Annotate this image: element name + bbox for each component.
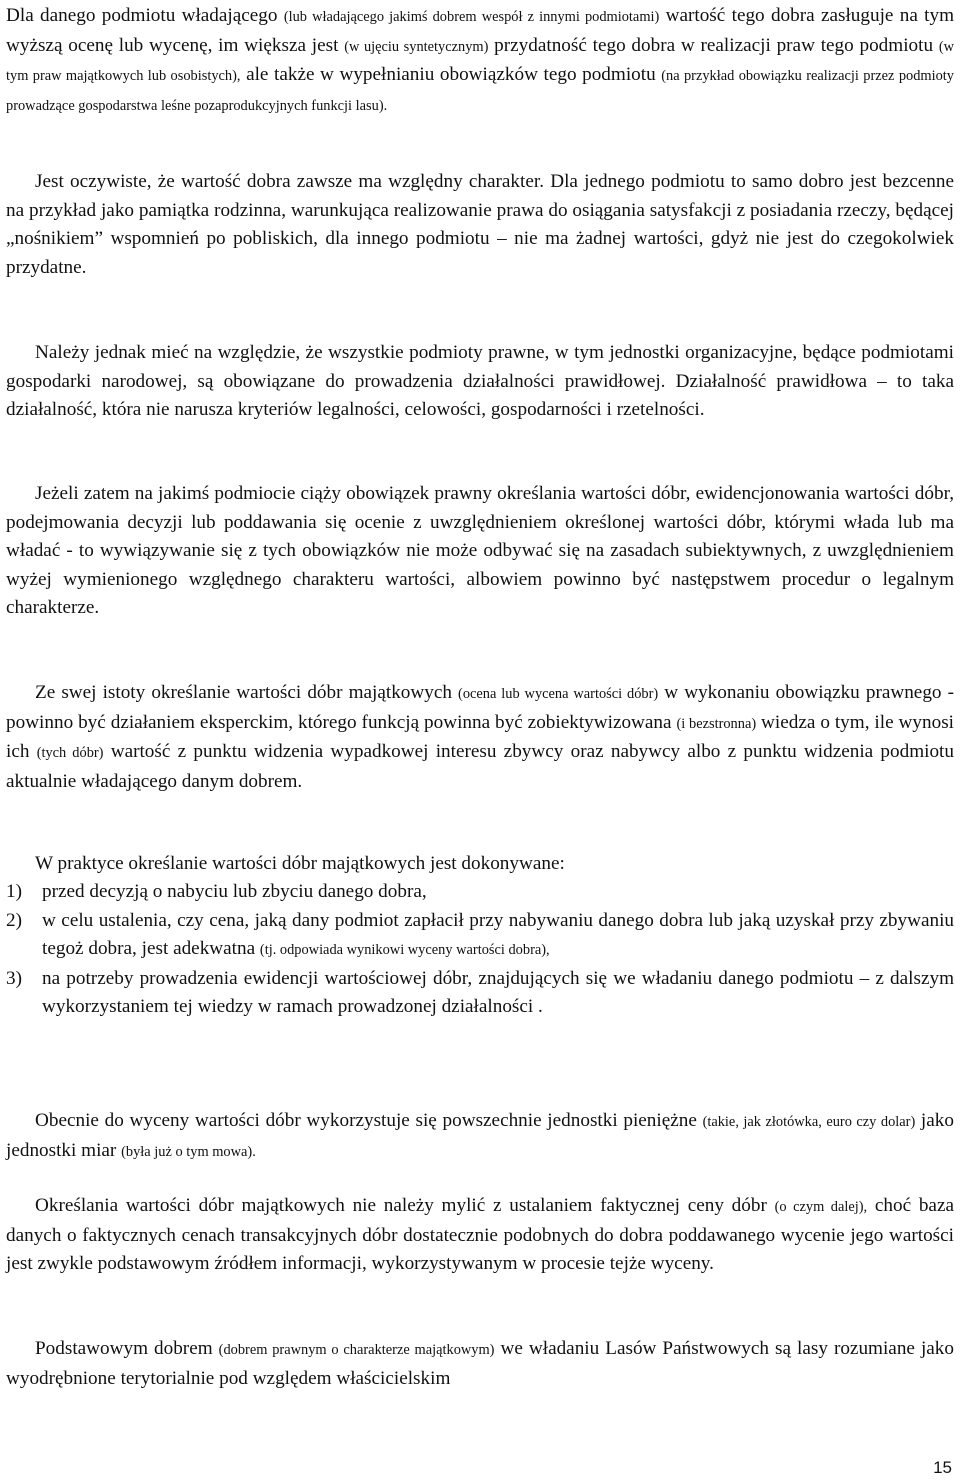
paragraph-8: [6, 1192, 954, 1279]
list-number: 3): [6, 967, 22, 989]
parenthetical-text: (lub władającego jakimś dobrem wespół z innymi podmiotami): [283, 9, 660, 25]
body-text: W praktyce określanie wartości dóbr majątkowych jest dokonywane:: [35, 853, 565, 874]
body-text: na potrzeby prowadzenia ewidencji wartościowej dóbr, znajdujących się we władaniu danego podmiotu – z dalszym wykorzystaniem tej wiedzy w ramach prowadzonej działalności .: [42, 967, 954, 1018]
list-item-text: [42, 878, 954, 907]
body-text: we władaniu Lasów Państwowych są lasy rozumiane jako wyodrębnione terytorialnie pod względem właścicielskim: [6, 1338, 954, 1389]
list-item: [6, 907, 954, 965]
page-number: 15: [933, 1458, 952, 1477]
body-text: w celu ustalenia, czy cena, jaką dany podmiot zapłacił przy nabywaniu danego dobra lub jaką uzyskał przy zbywaniu tegoż dobra, jest adekwatna: [42, 909, 954, 960]
body-text: wiedza o tym, ile wynosi ich: [6, 711, 954, 763]
body-text: Jest oczywiste, że wartość dobra zawsze ma względny charakter. Dla jednego podmiotu to samo dobro jest bezcenne na przykład jako pamiątka rodzinna, warunkująca realizowanie prawa do osiągania satysfakcji z posiadania rzeczy, będącej „nośnikiem” wspomnień po pobliskich, dla innego podmiotu – nie ma żadnej wartości, gdyż nie jest do czegokolwiek przydatne.: [6, 171, 954, 278]
paragraph-7: [6, 1107, 954, 1166]
body-text: ale także w wypełnianiu obowiązków tego podmiotu: [240, 64, 662, 86]
list-item-text: [42, 907, 954, 965]
list-number: 1): [6, 881, 22, 902]
parenthetical-text: (w ujęciu syntetycznym): [344, 38, 489, 55]
body-text: wartość tego dobra zasługuje na tym wyższą ocenę lub wycenę, im większa jest: [6, 5, 954, 56]
body-text: wartość z punktu widzenia wypadkowej interesu zbywcy oraz nabywcy albo z punktu widzenia podmiotu aktualnie władającego danym dobrem.: [6, 741, 954, 792]
paragraph-4: [6, 480, 954, 623]
paragraph-1: [6, 2, 954, 120]
list-number: 2): [6, 909, 22, 931]
body-text: Ze swej istoty określanie wartości dóbr majątkowych: [35, 682, 459, 703]
list-item: [6, 878, 954, 907]
body-text: jako jednostki miar: [6, 1110, 954, 1161]
parenthetical-text: (tj. odpowiada wynikowi wyceny wartości dobra),: [259, 942, 550, 959]
paragraph-2: [6, 168, 954, 282]
body-text: Dla danego podmiotu władającego: [6, 5, 284, 26]
parenthetical-text: (dobrem prawnym o charakterze majątkowym): [218, 1342, 495, 1358]
body-text: Należy jednak mieć na względzie, że wszystkie podmioty prawne, w tym jednostki organizacyjne, będące podmiotami gospodarki narodowej, są obowiązane do prowadzenia działalności prawidłowej. Działalność prawidłowa – to taka działalność, która nie narusza kryteriów legalności, celowości, gospodarności i rzetelności.: [6, 342, 954, 421]
parenthetical-text: (i bezstronna): [676, 715, 757, 732]
parenthetical-text: (takie, jak złotówka, euro czy dolar): [702, 1114, 916, 1130]
parenthetical-text: (na przykład obowiązku realizacji przez podmioty prowadzące gospodarstwa leśne pozaprodukcyjnych funkcji lasu).: [6, 68, 954, 114]
parenthetical-text: (o czym dalej),: [774, 1199, 868, 1215]
body-text: Obecnie do wyceny wartości dóbr wykorzystuje się powszechnie jednostki pieniężne: [35, 1110, 703, 1131]
body-text: w wykonaniu obowiązku prawnego - powinno być działaniem eksperckim, którego funkcją powinna być zobiektywizowana: [6, 682, 954, 733]
body-text: przydatność tego dobra w realizacji praw tego podmiotu: [488, 34, 939, 56]
body-text: Jeżeli zatem na jakimś podmiocie ciąży obowiązek prawny określania wartości dóbr, ewidencjonowania wartości dóbr, podejmowania decyzji lub poddawania się ocenie z uwzględnieniem określonej wartości dóbr, którymi włada lub ma władać - to wywiązywanie się z tych obowiązków nie może odbywać się na zasadach subiektywnych, z uwzględnieniem wyżej wymienionego względnego charakteru wartości, albowiem powinno być następstwem procedur o legalnym charakterze.: [6, 483, 954, 619]
body-text: choć baza danych o faktycznych cenach transakcyjnych dóbr dostatecznie podobnych do dobra poddawanego wycenie jego wartości jest zwykle podstawowym źródłem informacji, wykorzystywanym w procesie tejże wyceny.: [6, 1195, 954, 1275]
body-text: Podstawowym dobrem: [35, 1338, 219, 1359]
paragraph-9: [6, 1335, 954, 1393]
numbered-list: [6, 878, 954, 1022]
parenthetical-text: (tych dóbr): [36, 745, 104, 762]
parenthetical-text: (w tym praw majątkowych lub osobistych),: [6, 38, 955, 85]
body-text: Określania wartości dóbr majątkowych nie należy mylić z ustalaniem faktycznej ceny dóbr: [35, 1195, 775, 1216]
paragraph-6: [6, 850, 954, 879]
list-item: [6, 965, 954, 1022]
body-text: przed decyzją o nabyciu lub zbyciu danego dobra,: [42, 881, 427, 902]
list-item-text: [42, 965, 954, 1022]
parenthetical-text: (ocena lub wycena wartości dóbr): [458, 686, 659, 702]
paragraph-3: [6, 339, 954, 425]
paragraph-5: [6, 679, 954, 796]
parenthetical-text: (była już o tym mowa).: [121, 1143, 256, 1160]
